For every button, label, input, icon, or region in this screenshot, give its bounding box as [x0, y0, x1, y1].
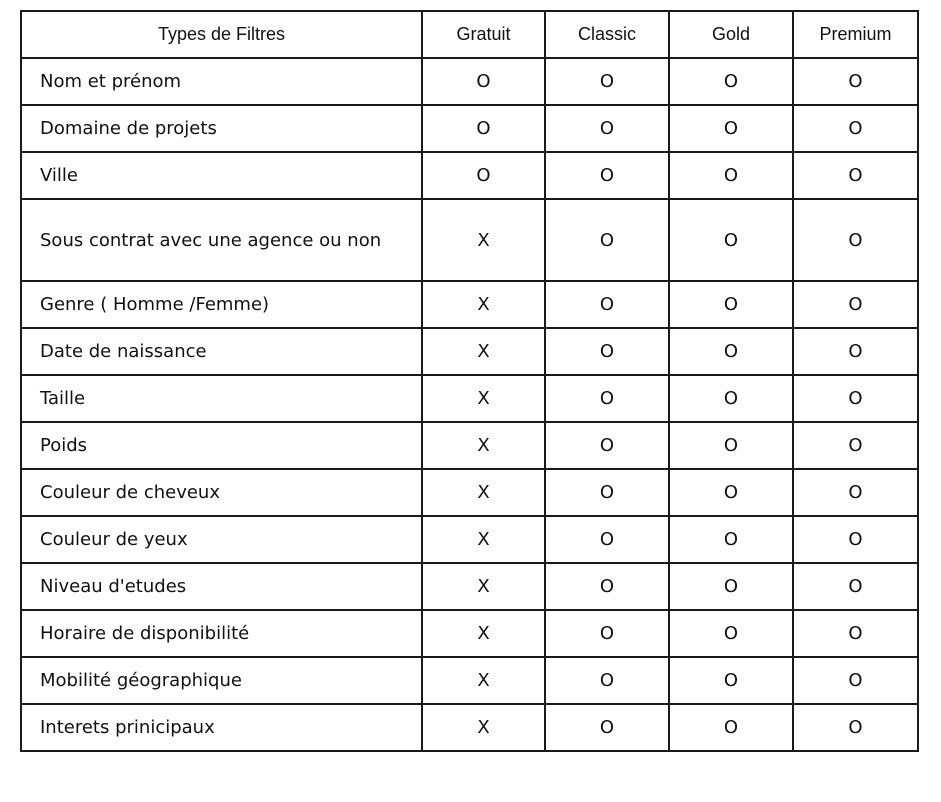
row-label: Genre ( Homme /Femme)	[21, 281, 422, 328]
mark-gratuit: X	[422, 328, 545, 375]
mark-premium: O	[793, 281, 918, 328]
mark-premium: O	[793, 422, 918, 469]
mark-classic: O	[545, 105, 669, 152]
row-label: Sous contrat avec une agence ou non	[21, 199, 422, 281]
mark-gold: O	[669, 375, 793, 422]
table-row	[21, 375, 918, 422]
table-row	[21, 199, 918, 281]
mark-classic: O	[545, 704, 669, 751]
mark-premium: O	[793, 704, 918, 751]
table-row	[21, 58, 918, 105]
mark-classic: O	[545, 516, 669, 563]
header-plan-gratuit: Gratuit	[422, 11, 545, 58]
header-plan-classic: Classic	[545, 11, 669, 58]
mark-premium: O	[793, 375, 918, 422]
mark-classic: O	[545, 199, 669, 281]
table-row	[21, 657, 918, 704]
mark-gratuit: X	[422, 704, 545, 751]
mark-gold: O	[669, 657, 793, 704]
mark-classic: O	[545, 563, 669, 610]
mark-premium: O	[793, 58, 918, 105]
mark-gold: O	[669, 58, 793, 105]
mark-premium: O	[793, 657, 918, 704]
table-row	[21, 328, 918, 375]
table-row	[21, 105, 918, 152]
row-label: Mobilité géographique	[21, 657, 422, 704]
mark-gratuit: X	[422, 199, 545, 281]
mark-gold: O	[669, 152, 793, 199]
row-label: Ville	[21, 152, 422, 199]
mark-gold: O	[669, 422, 793, 469]
row-label: Domaine de projets	[21, 105, 422, 152]
mark-gratuit: X	[422, 516, 545, 563]
filter-types-table	[20, 10, 919, 752]
mark-premium: O	[793, 152, 918, 199]
mark-gold: O	[669, 563, 793, 610]
mark-gold: O	[669, 328, 793, 375]
row-label: Couleur de cheveux	[21, 469, 422, 516]
row-label: Date de naissance	[21, 328, 422, 375]
mark-gold: O	[669, 199, 793, 281]
mark-gratuit: X	[422, 469, 545, 516]
header-filter-types: Types de Filtres	[21, 11, 422, 58]
table-row	[21, 704, 918, 751]
mark-gratuit: X	[422, 281, 545, 328]
table-row	[21, 610, 918, 657]
mark-classic: O	[545, 422, 669, 469]
table-row	[21, 281, 918, 328]
mark-gratuit: O	[422, 105, 545, 152]
row-label: Poids	[21, 422, 422, 469]
table-row	[21, 469, 918, 516]
mark-classic: O	[545, 152, 669, 199]
mark-classic: O	[545, 328, 669, 375]
mark-gratuit: X	[422, 657, 545, 704]
mark-premium: O	[793, 469, 918, 516]
mark-classic: O	[545, 657, 669, 704]
row-label: Horaire de disponibilité	[21, 610, 422, 657]
mark-gratuit: X	[422, 422, 545, 469]
mark-gold: O	[669, 105, 793, 152]
mark-gold: O	[669, 516, 793, 563]
mark-gratuit: O	[422, 152, 545, 199]
mark-classic: O	[545, 58, 669, 105]
mark-gold: O	[669, 704, 793, 751]
mark-classic: O	[545, 610, 669, 657]
table-header-row	[21, 11, 918, 58]
table-row	[21, 516, 918, 563]
mark-gratuit: X	[422, 375, 545, 422]
mark-gold: O	[669, 610, 793, 657]
table-row	[21, 152, 918, 199]
mark-premium: O	[793, 199, 918, 281]
row-label: Nom et prénom	[21, 58, 422, 105]
mark-classic: O	[545, 281, 669, 328]
mark-classic: O	[545, 469, 669, 516]
mark-premium: O	[793, 563, 918, 610]
mark-classic: O	[545, 375, 669, 422]
mark-gold: O	[669, 281, 793, 328]
row-label: Taille	[21, 375, 422, 422]
mark-gratuit: O	[422, 58, 545, 105]
header-plan-gold: Gold	[669, 11, 793, 58]
mark-gratuit: X	[422, 563, 545, 610]
row-label: Couleur de yeux	[21, 516, 422, 563]
table-row	[21, 422, 918, 469]
mark-premium: O	[793, 516, 918, 563]
mark-gold: O	[669, 469, 793, 516]
mark-premium: O	[793, 610, 918, 657]
row-label: Niveau d'etudes	[21, 563, 422, 610]
header-plan-premium: Premium	[793, 11, 918, 58]
row-label: Interets prinicipaux	[21, 704, 422, 751]
mark-premium: O	[793, 328, 918, 375]
mark-premium: O	[793, 105, 918, 152]
table-row	[21, 563, 918, 610]
mark-gratuit: X	[422, 610, 545, 657]
